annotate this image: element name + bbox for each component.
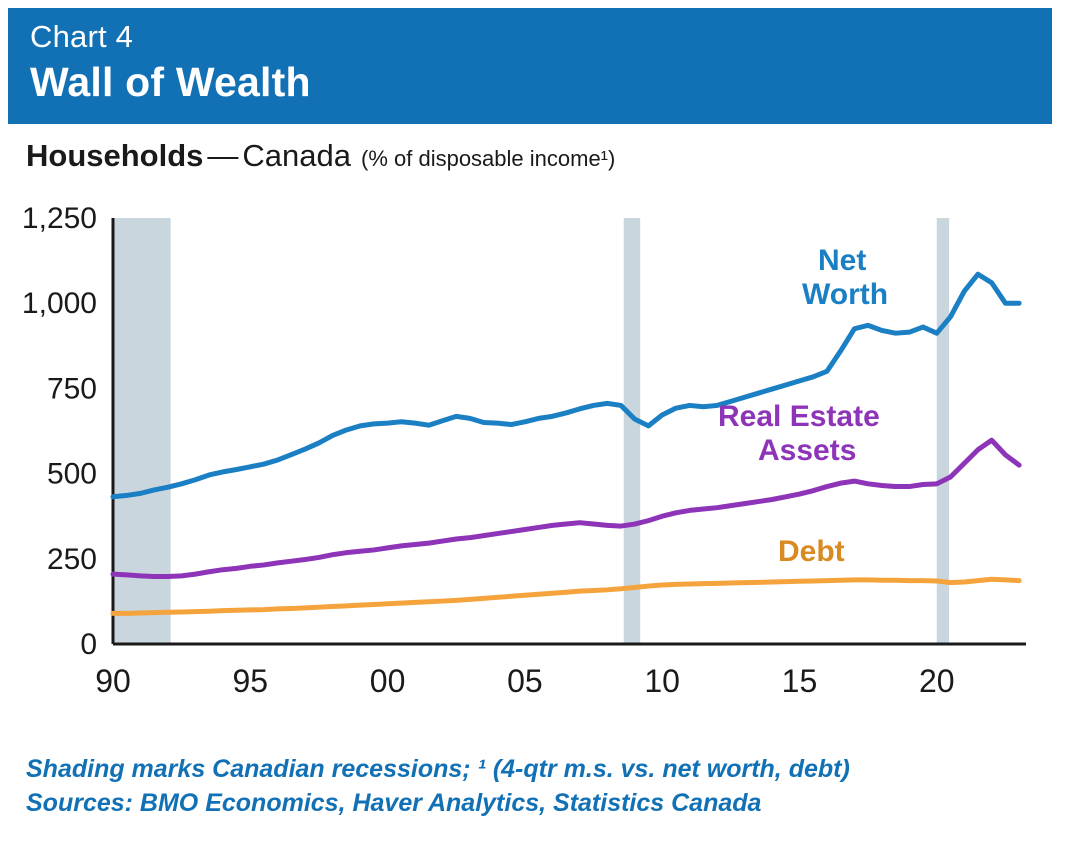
series-annotations-group: [718, 244, 888, 568]
chart-footnotes: [26, 752, 1046, 820]
annotation-net-worth-line1: Net: [818, 244, 867, 277]
y-axis-tick-label: 750: [46, 372, 97, 406]
plot-area: [18, 196, 1048, 736]
series-line-real-estate-assets: [113, 440, 1019, 576]
subtitle-units: (% of disposable income¹): [361, 146, 616, 171]
footnote-shading: Shading marks Canadian recessions; ¹ (4-qtr m.s. vs. net worth, debt): [26, 755, 850, 783]
series-lines-group: [113, 274, 1019, 613]
x-axis-tick-label: 90: [95, 663, 131, 699]
x-axis-tick-label: 05: [507, 663, 543, 699]
annotation-net-worth-line2: Worth: [802, 278, 889, 311]
subtitle-dash: —: [207, 138, 239, 173]
recession-band: [113, 218, 171, 644]
annotation-debt: Debt: [778, 535, 845, 568]
recession-band: [624, 218, 640, 644]
x-axis-tick-label: 15: [781, 663, 818, 699]
y-axis-tick-label: 0: [80, 628, 97, 661]
series-line-debt: [113, 579, 1019, 613]
x-axis-tick-label: 10: [644, 663, 680, 699]
y-axis-tick-label: 250: [46, 542, 97, 576]
chart-header-band: [8, 8, 1052, 124]
y-axis-tick-labels: [22, 202, 97, 661]
x-axis-tick-label: 20: [918, 663, 955, 699]
x-axis-tick-labels: [95, 663, 954, 699]
y-axis-tick-label: 500: [46, 457, 97, 491]
annotation-real-estate-line2: Assets: [758, 434, 857, 467]
chart-title: Wall of Wealth: [30, 59, 311, 105]
chart-number-label: Chart 4: [30, 19, 134, 54]
chart-subtitle: [26, 138, 1036, 174]
x-axis-tick-label: 95: [232, 663, 269, 699]
y-axis-tick-label: 1,000: [21, 287, 97, 321]
subtitle-region: Canada: [242, 138, 351, 173]
x-axis-tick-label: 00: [369, 663, 406, 699]
chart-svg: [18, 196, 1048, 736]
subtitle-bold: Households: [26, 138, 204, 173]
footnote-sources: Sources: BMO Economics, Haver Analytics, Statistics Canada: [26, 789, 762, 817]
y-axis-tick-label: 1,250: [21, 202, 97, 235]
annotation-real-estate-line1: Real Estate: [718, 400, 880, 433]
